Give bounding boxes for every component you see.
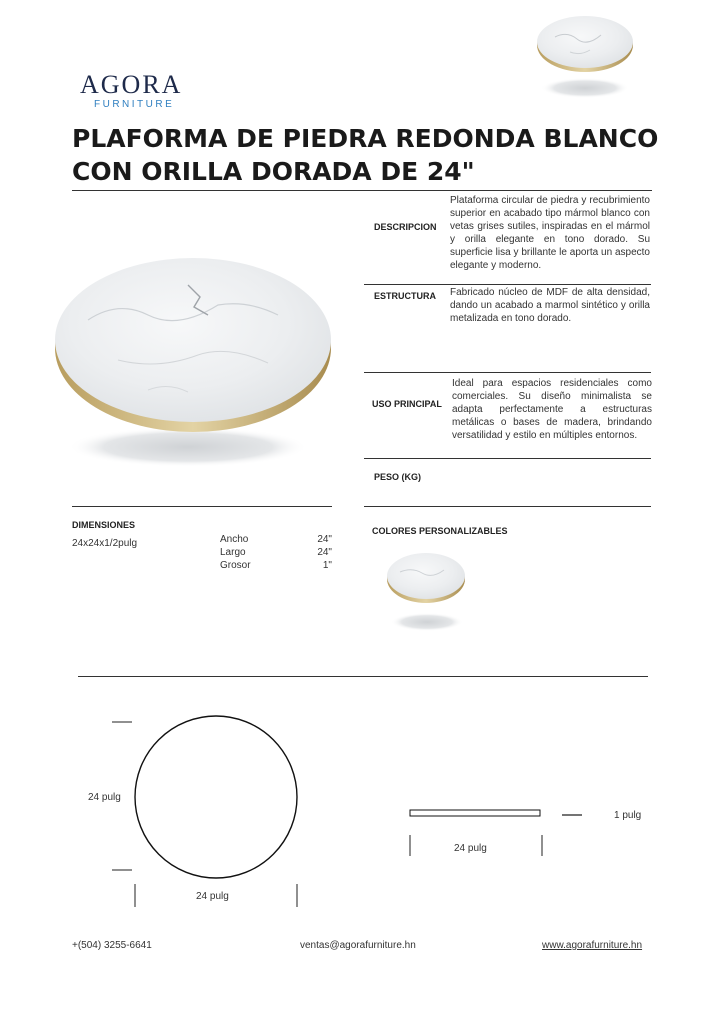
circle-width-label: 24 pulg — [196, 891, 229, 902]
descripcion-label: DESCRIPCION — [374, 222, 437, 232]
dimensions-label: DIMENSIONES — [72, 520, 136, 530]
side-width-label: 24 pulg — [454, 843, 487, 854]
dimension-value: 24" — [317, 547, 332, 558]
estructura-label: ESTRUCTURA — [374, 291, 436, 301]
drawing-divider — [78, 676, 648, 677]
uso-principal-text: Ideal para espacios residenciales como comerciales. Su diseño minimalista se adapta perfectamente a estructuras metálicas o bases de madera, brindando versatilidad y estilo en múltiples entornos. — [452, 378, 652, 441]
brand-logo-name: AGORA — [80, 70, 183, 99]
estructura-text: Fabricado núcleo de MDF de alta densidad, dando un acabado a marmol sintético y orilla metalizada en tono dorado. — [450, 287, 650, 324]
brand-logo-subtitle: FURNITURE — [94, 99, 175, 110]
side-thickness-label: 1 pulg — [614, 810, 642, 821]
dimension-name: Ancho — [220, 534, 249, 545]
spec-divider — [364, 506, 651, 507]
descripcion-text: Plataforma circular de piedra y recubrimiento superior en acabado tipo mármol blanco con vetas grises sutiles, inspiradas en el mármol y orilla elegante en tono dorado. Su superficie lisa y brillante le aporta un aspecto elegante y moderno. — [450, 195, 650, 271]
dimension-name: Grosor — [220, 560, 251, 571]
side-view-drawing — [400, 800, 590, 860]
footer-email[interactable]: ventas@agorafurniture.hn — [300, 940, 416, 951]
dimensions-summary: 24x24x1/2pulg — [72, 538, 138, 549]
circle-height-label: 24 pulg — [88, 792, 121, 803]
spec-divider — [364, 458, 651, 459]
spec-divider — [364, 284, 651, 285]
top-view-drawing — [80, 700, 320, 915]
dimension-value: 24" — [317, 534, 332, 545]
dimensions-divider — [72, 506, 332, 507]
footer-website-link[interactable]: www.agorafurniture.hn — [542, 940, 643, 951]
title-divider — [72, 190, 652, 191]
footer-phone: +(504) 3255-6641 — [72, 940, 152, 951]
dimension-value: 1" — [322, 560, 332, 571]
dimension-name: Largo — [220, 547, 246, 558]
uso-principal-label: USO PRINCIPAL — [372, 399, 442, 409]
peso-label: PESO (KG) — [374, 472, 422, 482]
product-main-image — [48, 240, 348, 480]
spec-divider — [364, 372, 651, 373]
colors-label: COLORES PERSONALIZABLES — [372, 526, 508, 536]
color-swatch-image — [382, 550, 472, 636]
product-title: PLAFORMA DE PIEDRA REDONDA BLANCO CON ORILLA DORADA DE 24" — [72, 124, 659, 186]
product-thumbnail-image — [530, 12, 640, 102]
